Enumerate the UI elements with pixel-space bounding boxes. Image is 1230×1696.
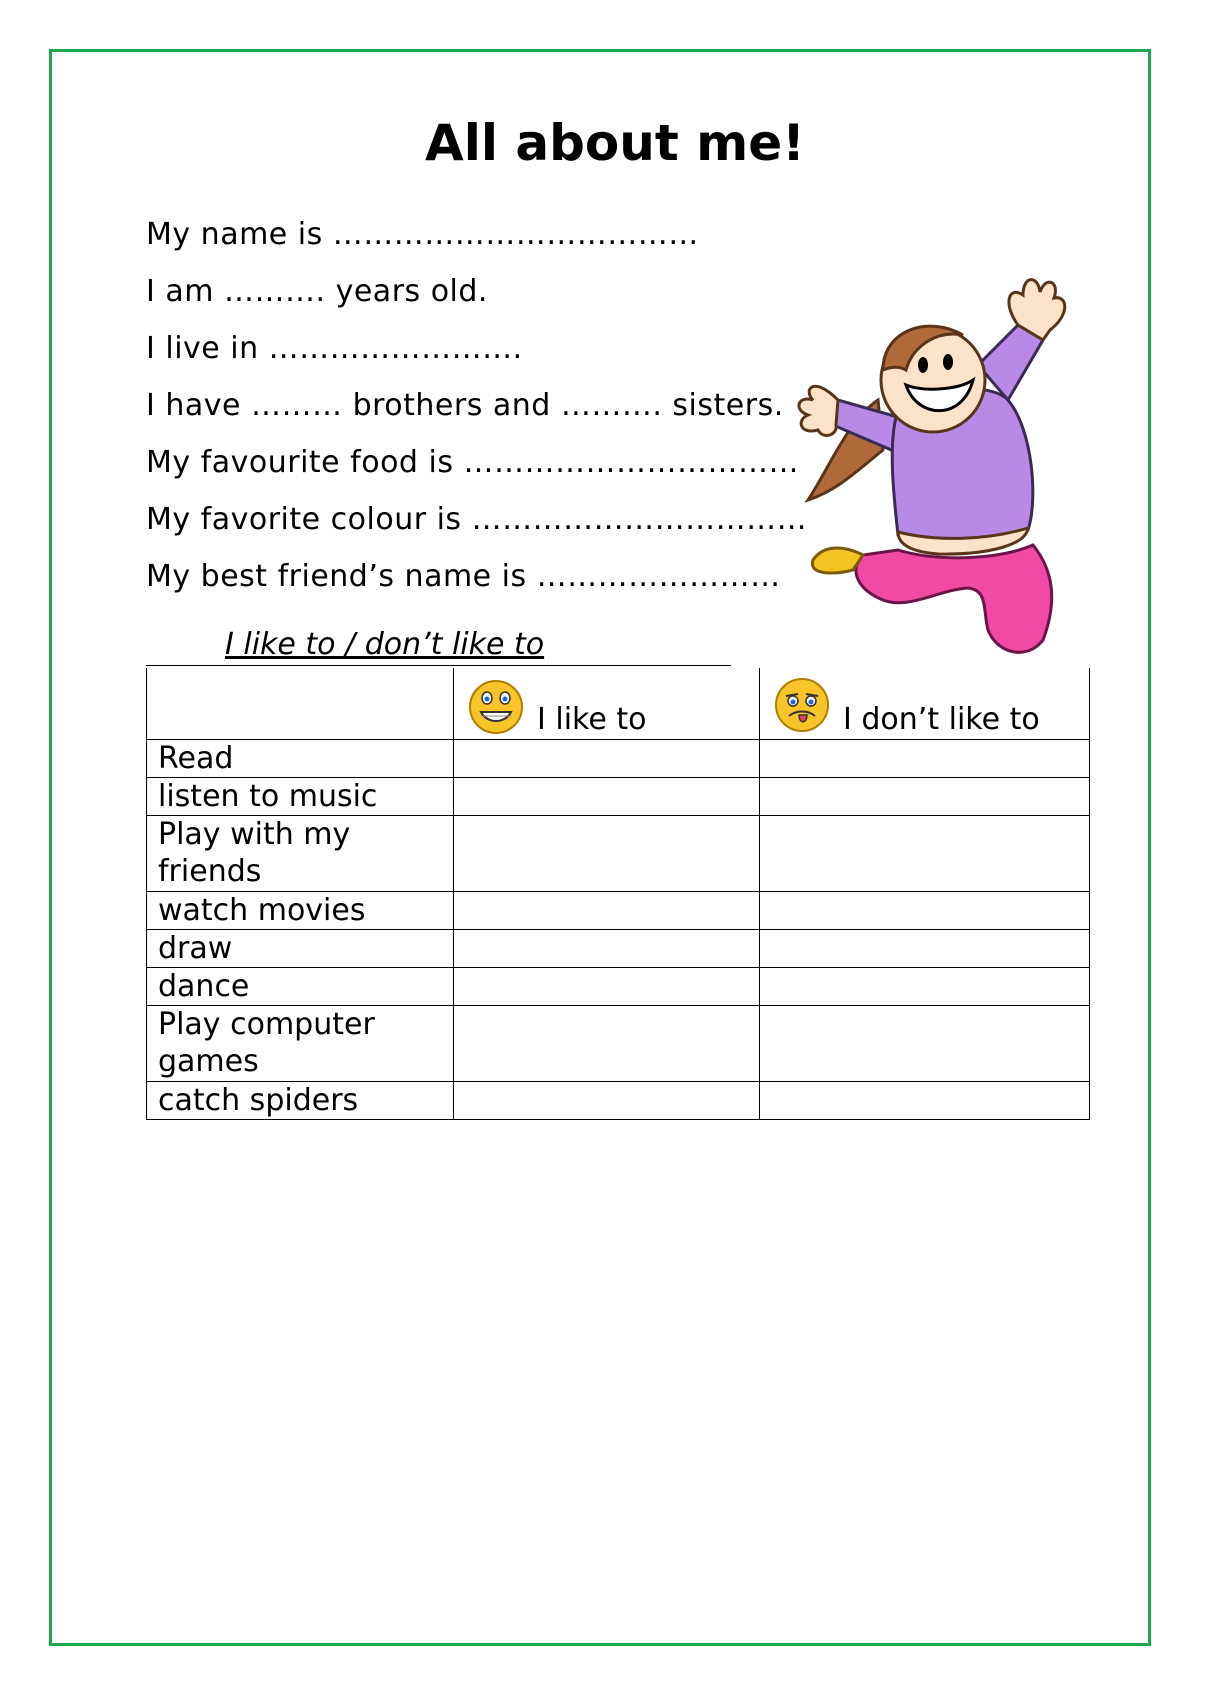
like-header-label: I like to [537,702,647,737]
top-divider [146,665,731,666]
table-row [147,740,1090,778]
activity-label: draw [147,930,454,968]
sick-smiley-icon [771,674,833,736]
activity-label: watch movies [147,892,454,930]
like-cell[interactable] [454,816,760,892]
activities-table [146,668,1090,1120]
dislike-cell[interactable] [760,892,1090,930]
like-cell[interactable] [454,968,760,1006]
like-cell[interactable] [454,1082,760,1120]
like-cell[interactable] [454,778,760,816]
home-line: I live in ……………………. [146,331,523,366]
dislike-cell[interactable] [760,778,1090,816]
table-row [147,892,1090,930]
favourite-colour-line: My favorite colour is …………………………… [146,502,808,537]
dislike-cell[interactable] [760,1082,1090,1120]
jumping-girl-illustration [788,270,1098,670]
table-row [147,968,1090,1006]
table-row [147,1082,1090,1120]
dislike-header-label: I don’t like to [843,702,1040,737]
activity-label: listen to music [147,778,454,816]
table-header-row [147,668,1090,740]
header-like-cell [454,668,760,740]
like-cell[interactable] [454,892,760,930]
activity-label: Play with my friends [147,816,454,892]
dislike-cell[interactable] [760,1006,1090,1082]
like-cell[interactable] [454,740,760,778]
grinning-smiley-icon [465,674,527,736]
table-subtitle: I like to / don’t like to [225,627,545,662]
dislike-cell[interactable] [760,930,1090,968]
activity-label: catch spiders [147,1082,454,1120]
dislike-cell[interactable] [760,740,1090,778]
siblings-line: I have ……… brothers and ………. sisters. [146,388,784,423]
best-friend-line: My best friend’s name is …………………… [146,559,781,594]
name-line: My name is ……………………………… [146,217,699,252]
header-dislike-cell [760,668,1090,740]
favourite-food-line: My favourite food is …………………………… [146,445,800,480]
dislike-cell[interactable] [760,968,1090,1006]
fill-in-lines [146,206,808,605]
activity-label: Read [147,740,454,778]
age-line: I am ………. years old. [146,274,488,309]
header-empty-cell [147,668,454,740]
dislike-cell[interactable] [760,816,1090,892]
table-row [147,816,1090,892]
like-cell[interactable] [454,1006,760,1082]
activity-label: dance [147,968,454,1006]
activity-label: Play computer games [147,1006,454,1082]
table-row [147,930,1090,968]
table-row [147,778,1090,816]
page-title: All about me! [425,114,805,172]
table-row [147,1006,1090,1082]
like-cell[interactable] [454,930,760,968]
